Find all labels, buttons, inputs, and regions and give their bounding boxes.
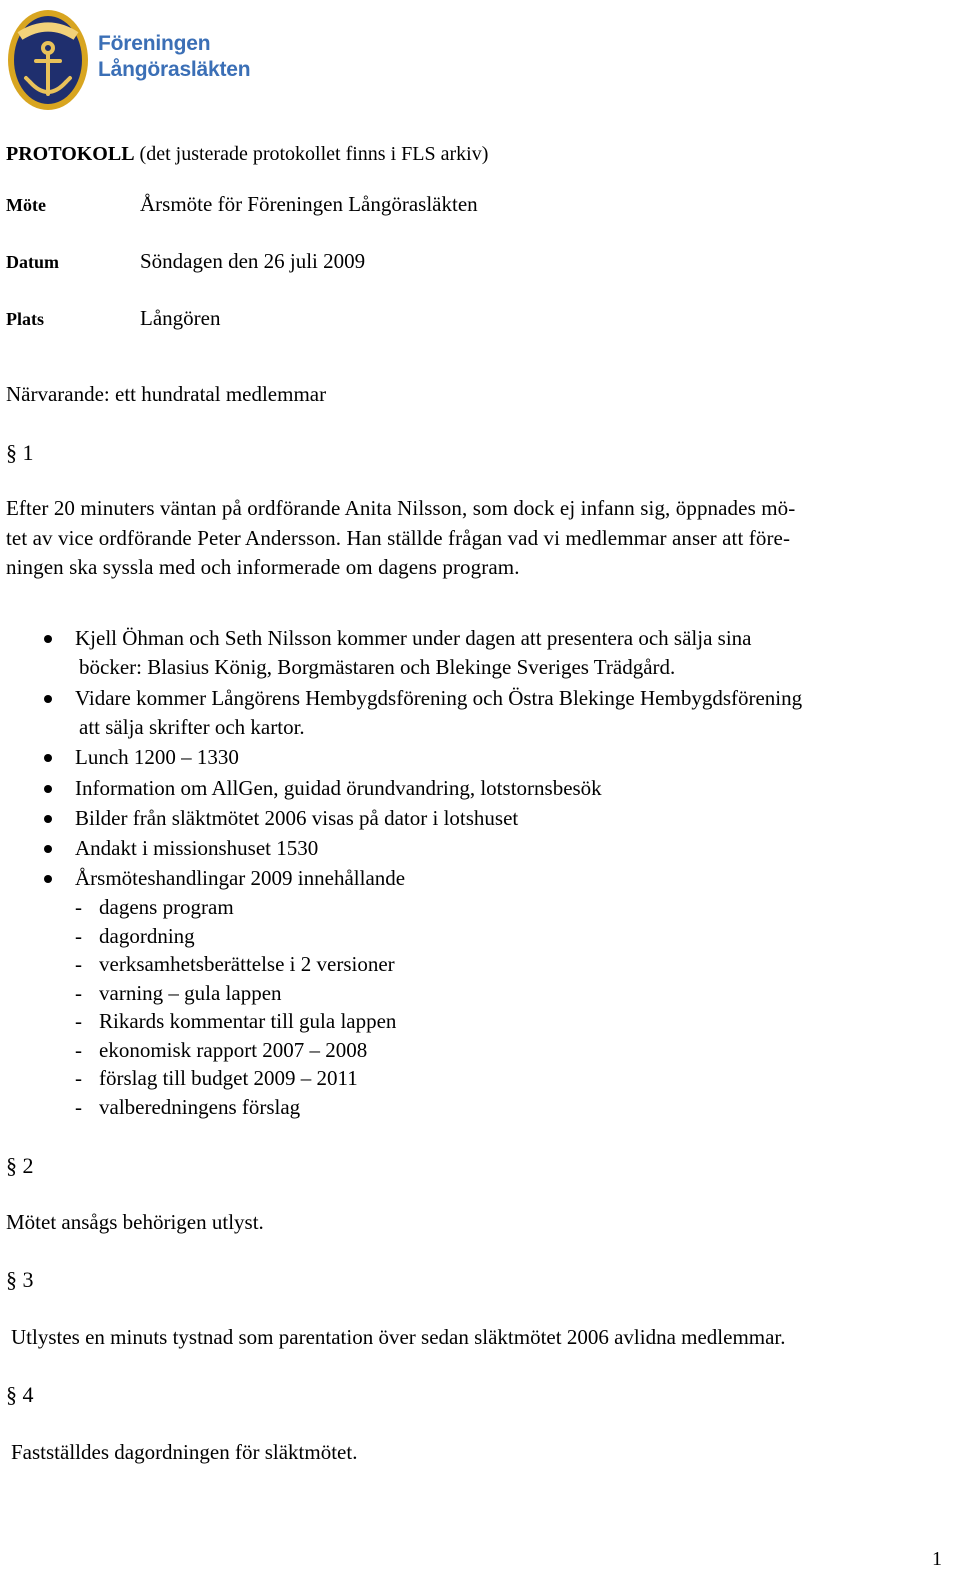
label-plats: Plats <box>6 309 44 329</box>
sub-item-text: dagordning <box>99 924 195 948</box>
bullet-item: Kjell Öhman och Seth Nilsson kommer under dagen att presentera och sälja sina <box>75 626 752 650</box>
document-title <box>6 139 488 169</box>
page-number: 1 <box>932 1548 942 1570</box>
sub-item-text: dagens program <box>99 895 234 919</box>
bullet-icon <box>44 754 52 762</box>
section-2-heading: § 2 <box>6 1153 34 1178</box>
logo-line2: Långörasläkten <box>98 58 251 81</box>
sub-item <box>75 1007 397 1036</box>
sub-item-text: varning – gula lappen <box>99 981 282 1005</box>
attendance-text: Närvarande: ett hundratal medlemmar <box>6 382 327 406</box>
sub-item-text: ekonomisk rapport 2007 – 2008 <box>99 1038 368 1062</box>
bullet-item: Andakt i missionshuset 1530 <box>75 836 319 860</box>
dash-marker: - <box>75 981 82 1005</box>
value-datum: Söndagen den 26 juli 2009 <box>140 249 366 273</box>
sub-item <box>75 1093 301 1122</box>
sub-item <box>75 950 395 979</box>
value-plats: Långören <box>140 306 221 330</box>
label-mote: Möte <box>6 195 46 215</box>
sub-item <box>75 979 282 1008</box>
title-note: (det justerade protokollet finns i FLS arkiv) <box>134 143 489 165</box>
bullet-icon <box>44 845 52 853</box>
sub-item <box>75 1064 358 1093</box>
bullet-icon <box>44 635 52 643</box>
bullet-icon <box>44 785 52 793</box>
label-datum: Datum <box>6 252 59 272</box>
bullet-icon <box>44 875 52 883</box>
sub-item-text: valberedningens förslag <box>99 1095 301 1119</box>
dash-marker: - <box>75 924 82 948</box>
logo-line1: Föreningen <box>98 32 211 55</box>
paragraph-line: ningen ska syssla med och informerade om dagens program. <box>6 555 520 579</box>
dash-marker: - <box>75 895 82 919</box>
dash-marker: - <box>75 1066 82 1090</box>
bullet-item-cont: böcker: Blasius König, Borgmästaren och Blekinge Sveriges Trädgård. <box>79 655 676 679</box>
bullet-icon <box>44 815 52 823</box>
section-4-heading: § 4 <box>6 1382 34 1407</box>
bullet-item: Vidare kommer Långörens Hembygdsförening och Östra Blekinge Hembygdsförening <box>75 686 803 710</box>
section-1-heading: § 1 <box>6 440 34 465</box>
value-mote: Årsmöte för Föreningen Långörasläkten <box>140 192 478 216</box>
sub-item <box>75 922 195 951</box>
title-protokoll: PROTOKOLL <box>6 143 135 165</box>
bullet-item-cont: att sälja skrifter och kartor. <box>79 715 305 739</box>
dash-marker: - <box>75 1009 82 1033</box>
bullet-item: Lunch 1200 – 1330 <box>75 745 239 769</box>
dash-marker: - <box>75 1038 82 1062</box>
bullet-item: Bilder från släktmötet 2006 visas på dator i lotshuset <box>75 806 519 830</box>
section-1-paragraph <box>6 494 795 583</box>
section-3-heading: § 3 <box>6 1267 34 1292</box>
dash-marker: - <box>75 952 82 976</box>
section-4-text: Fastställdes dagordningen för släktmötet. <box>11 1440 358 1464</box>
paragraph-line: tet av vice ordförande Peter Andersson. Han ställde frågan vad vi medlemmar anser att före- <box>6 525 791 550</box>
bullet-item: Årsmöteshandlingar 2009 innehållande <box>75 866 406 890</box>
bullet-icon <box>44 695 52 703</box>
organization-logo <box>6 6 256 114</box>
sub-item-text: Rikards kommentar till gula lappen <box>99 1009 397 1033</box>
section-3-text: Utlystes en minuts tystnad som parentation över sedan släktmötet 2006 avlidna medlemmar. <box>11 1325 786 1349</box>
anchor-badge-icon <box>6 6 90 114</box>
bullet-item: Information om AllGen, guidad örundvandring, lotstornsbesök <box>75 776 602 800</box>
dash-marker: - <box>75 1095 82 1119</box>
sub-item-text: förslag till budget 2009 – 2011 <box>99 1066 358 1090</box>
sub-item <box>75 1036 368 1065</box>
sub-item-text: verksamhetsberättelse i 2 versioner <box>99 952 395 976</box>
section-2-text: Mötet ansågs behörigen utlyst. <box>6 1210 264 1234</box>
paragraph-line: Efter 20 minuters väntan på ordförande Anita Nilsson, som dock ej infann sig, öppnades mö- <box>6 496 796 520</box>
sub-item <box>75 893 234 922</box>
